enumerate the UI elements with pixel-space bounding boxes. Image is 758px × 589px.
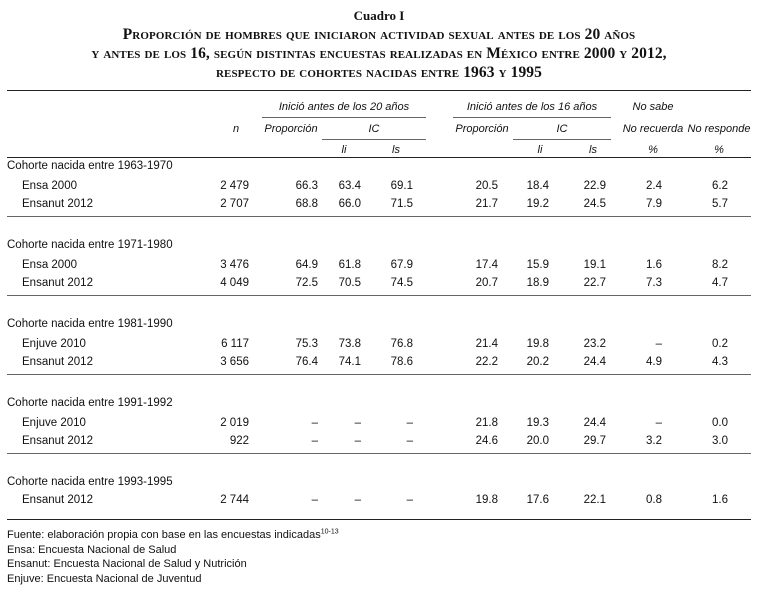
header-no-responde: No responde bbox=[687, 123, 751, 135]
table-cell: 19.8 bbox=[475, 494, 498, 506]
table-notes bbox=[7, 528, 339, 586]
table-cell: 8.2 bbox=[712, 259, 728, 271]
header-ic-16: IC bbox=[556, 123, 568, 135]
table-cell: 20.7 bbox=[475, 277, 498, 289]
header-group-16: Inició antes de los 16 años bbox=[466, 101, 598, 113]
table-cell: 70.5 bbox=[338, 277, 361, 289]
table-cell: 7.9 bbox=[646, 198, 662, 210]
table-title-line-3: respecto de cohortes nacidas entre 1963 y 1995 bbox=[215, 64, 543, 81]
table-cell: – bbox=[311, 417, 318, 429]
table-cell: 66.0 bbox=[338, 198, 361, 210]
header-ic-20-rule bbox=[322, 139, 426, 140]
table-cell: 76.8 bbox=[390, 338, 413, 350]
table-cell: 20.0 bbox=[526, 435, 549, 447]
note-enjuve: Enjuve: Encuesta Nacional de Juventud bbox=[7, 572, 202, 585]
table-cell: 72.5 bbox=[295, 277, 318, 289]
header-proporcion-16: Proporción bbox=[455, 123, 509, 135]
table-cell: 76.4 bbox=[295, 356, 318, 368]
table-cell: 63.4 bbox=[338, 180, 361, 192]
header-group-20-rule bbox=[262, 117, 426, 118]
table-title-line-1: Proporción de hombres que iniciaron actividad sexual antes de los 20 años bbox=[122, 26, 636, 43]
table-cell: 23.2 bbox=[583, 338, 606, 350]
table-cell: 19.3 bbox=[526, 417, 549, 429]
header-ic-16-rule bbox=[513, 139, 611, 140]
table-cell: – bbox=[655, 417, 662, 429]
table-cell: 3.2 bbox=[646, 435, 662, 447]
table-cell: 2 707 bbox=[220, 198, 249, 210]
header-group-16-rule bbox=[453, 117, 611, 118]
row-divider bbox=[7, 453, 751, 454]
table-cell: 4 049 bbox=[220, 277, 249, 289]
header-li-20: li bbox=[341, 144, 347, 156]
table-cell: 21.7 bbox=[475, 198, 498, 210]
note-ensanut: Ensanut: Encuesta Nacional de Salud y Nutrición bbox=[7, 558, 247, 570]
table-cell: 24.6 bbox=[475, 435, 498, 447]
table-cell: 4.7 bbox=[712, 277, 728, 289]
header-no-recuerda: No recuerda bbox=[622, 123, 684, 135]
table-cell: – bbox=[311, 435, 318, 447]
cohort-label: Cohorte nacida entre 1981-1990 bbox=[7, 318, 173, 330]
header-proporcion-20: Proporción bbox=[264, 123, 318, 135]
table-cell: 18.4 bbox=[526, 180, 549, 192]
table-cell: 3 656 bbox=[220, 356, 249, 368]
table-cell: 67.9 bbox=[390, 259, 413, 271]
table-cell: 19.2 bbox=[526, 198, 549, 210]
table-cell: 7.3 bbox=[646, 277, 662, 289]
table-cell: 3 476 bbox=[220, 259, 249, 271]
table-cell: 29.7 bbox=[583, 435, 606, 447]
table-cell: 73.8 bbox=[338, 338, 361, 350]
table-cell: 66.3 bbox=[295, 180, 318, 192]
row-survey-label: Ensa 2000 bbox=[22, 180, 77, 192]
table-cell: 17.4 bbox=[475, 259, 498, 271]
row-divider bbox=[7, 374, 751, 375]
header-n: n bbox=[232, 123, 240, 135]
table-cell: 21.4 bbox=[475, 338, 498, 350]
cohort-label: Cohorte nacida entre 1963-1970 bbox=[7, 160, 173, 172]
table-cell: 61.8 bbox=[338, 259, 361, 271]
table-cell: 0.0 bbox=[712, 417, 728, 429]
table-cell: 6.2 bbox=[712, 180, 728, 192]
table-cell: – bbox=[354, 435, 361, 447]
table-cell: – bbox=[406, 417, 413, 429]
table-cell: 22.7 bbox=[583, 277, 606, 289]
table-cell: 1.6 bbox=[712, 494, 728, 506]
table-cell: 0.2 bbox=[712, 338, 728, 350]
table-cell: – bbox=[354, 494, 361, 506]
table-cell: – bbox=[354, 417, 361, 429]
table-cell: – bbox=[406, 435, 413, 447]
header-ic-20: IC bbox=[368, 123, 380, 135]
table-label: Cuadro I bbox=[353, 8, 405, 23]
row-divider bbox=[7, 216, 751, 217]
note-source: Fuente: elaboración propia con base en las encuestas indicadas$^{10-13}$ bbox=[7, 528, 339, 541]
row-survey-label: Ensanut 2012 bbox=[22, 494, 93, 506]
row-survey-label: Ensa 2000 bbox=[22, 259, 77, 271]
table-cell: 22.2 bbox=[475, 356, 498, 368]
table-cell: – bbox=[655, 338, 662, 350]
table-cell: 22.1 bbox=[583, 494, 606, 506]
row-survey-label: Ensanut 2012 bbox=[22, 356, 93, 368]
table-cell: 2 019 bbox=[220, 417, 249, 429]
row-survey-label: Enjuve 2010 bbox=[22, 338, 86, 350]
table-cell: 64.9 bbox=[295, 259, 318, 271]
header-bottom-rule bbox=[7, 157, 751, 158]
table-cell: 68.8 bbox=[295, 198, 318, 210]
table-title-line-2: y antes de los 16, según distintas encuestas realizadas en México entre 2000 y 2012, bbox=[91, 45, 667, 62]
table-cell: – bbox=[406, 494, 413, 506]
header-li-16: li bbox=[537, 144, 543, 156]
row-survey-label: Ensanut 2012 bbox=[22, 277, 93, 289]
cohort-label: Cohorte nacida entre 1971-1980 bbox=[7, 239, 173, 251]
table-cell: 2 744 bbox=[220, 494, 249, 506]
table-cell: 20.2 bbox=[526, 356, 549, 368]
table-cell: 18.9 bbox=[526, 277, 549, 289]
row-survey-label: Enjuve 2010 bbox=[22, 417, 86, 429]
table-cell: 69.1 bbox=[390, 180, 413, 192]
table-cell: 4.3 bbox=[712, 356, 728, 368]
table-cell: 24.5 bbox=[583, 198, 606, 210]
header-group-20: Inició antes de los 20 años bbox=[278, 101, 410, 113]
table-cell: 6 117 bbox=[221, 338, 249, 350]
table-cell: 78.6 bbox=[390, 356, 413, 368]
note-ensa: Ensa: Encuesta Nacional de Salud bbox=[7, 543, 177, 556]
table-cell: 74.5 bbox=[390, 277, 413, 289]
table-cell: 3.0 bbox=[712, 435, 728, 447]
table-cell: 75.3 bbox=[295, 338, 318, 350]
table-top-rule bbox=[7, 90, 751, 91]
table-cell: 922 bbox=[229, 435, 249, 447]
table-cell: 0.8 bbox=[646, 494, 662, 506]
table-cell: 5.7 bbox=[712, 198, 728, 210]
table-cell: 17.6 bbox=[526, 494, 549, 506]
table-cell: 4.9 bbox=[646, 356, 662, 368]
cohort-label: Cohorte nacida entre 1993-1995 bbox=[7, 476, 173, 488]
table-cell: 2 479 bbox=[220, 180, 249, 192]
table-cell: 15.9 bbox=[526, 259, 549, 271]
row-survey-label: Ensanut 2012 bbox=[22, 435, 93, 447]
table-cell: 20.5 bbox=[475, 180, 498, 192]
table-cell: 24.4 bbox=[583, 356, 606, 368]
table-cell: 24.4 bbox=[583, 417, 606, 429]
table-bottom-rule bbox=[7, 519, 751, 520]
header-pct-2: % bbox=[714, 144, 724, 156]
header-pct-1: % bbox=[648, 144, 658, 156]
note-source-ref: 10-13 bbox=[320, 528, 339, 536]
row-survey-label: Ensanut 2012 bbox=[22, 198, 93, 210]
table-cell: 19.1 bbox=[583, 259, 606, 271]
row-divider bbox=[7, 295, 751, 296]
table-cell: 1.6 bbox=[646, 259, 662, 271]
table-cell: – bbox=[311, 494, 318, 506]
cohort-label: Cohorte nacida entre 1991-1992 bbox=[7, 397, 173, 409]
header-ls-16: ls bbox=[589, 144, 597, 156]
table-cell: 71.5 bbox=[390, 198, 413, 210]
table-cell: 19.8 bbox=[526, 338, 549, 350]
table-cell: 74.1 bbox=[338, 356, 361, 368]
header-no-sabe: No sabe bbox=[632, 101, 674, 113]
table-cell: 21.8 bbox=[475, 417, 498, 429]
table-cell: 22.9 bbox=[583, 180, 606, 192]
table-cell: 2.4 bbox=[646, 180, 662, 192]
header-ls-20: ls bbox=[392, 144, 400, 156]
